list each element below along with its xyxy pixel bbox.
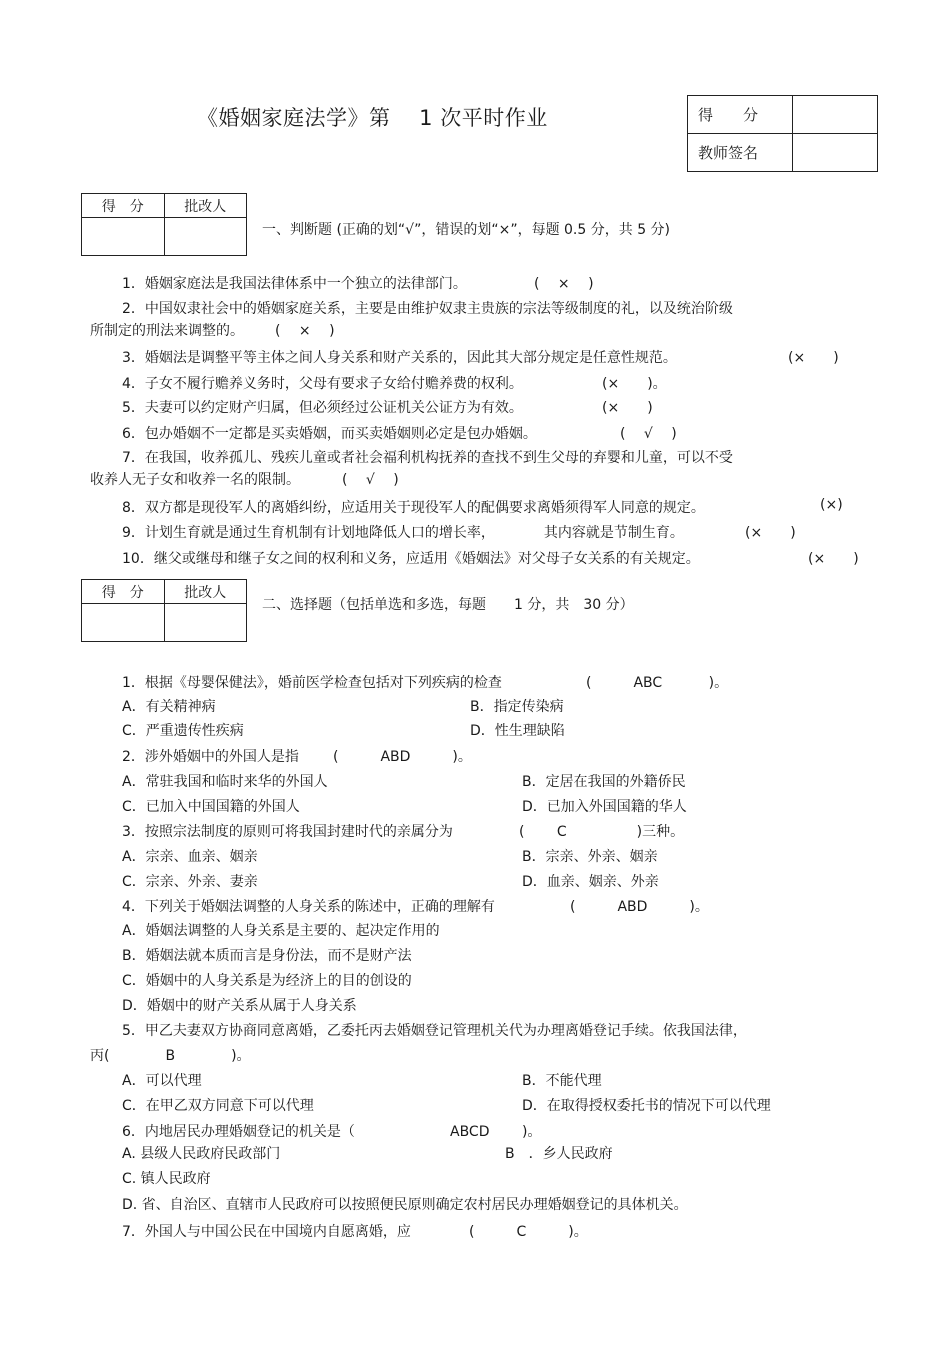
question-option: D．性生理缺陷 xyxy=(470,723,565,739)
question-stem: 3．按照宗法制度的原则可将我国封建时代的亲属分为 xyxy=(122,824,453,840)
grader-name-label: 批改人 xyxy=(164,194,246,218)
question-option: B．婚姻法就本质而言是身份法，而不是财产法 xyxy=(122,948,412,964)
question-option: A．常驻我国和临时来华的外国人 xyxy=(122,774,328,790)
question-option: D．血亲、姻亲、外亲 xyxy=(522,874,659,890)
section1-grader-box xyxy=(81,193,247,256)
judgment-answer: (× ) xyxy=(808,551,859,567)
question-option: C．严重遗传性疾病 xyxy=(122,723,244,739)
judgment-answer: ( × ) xyxy=(534,276,594,292)
judgment-answer: ( √ ) xyxy=(620,426,677,442)
grader-score-label: 得 分 xyxy=(82,580,165,604)
question-stem: 1．根据《母婴保健法》，婚前医学检查包括对下列疾病的检查 xyxy=(122,675,502,691)
question-option: D. 省、自治区、直辖市人民政府可以按照便民原则确定农村居民办理婚姻登记的具体机关。 xyxy=(122,1197,688,1213)
question-option: C．在甲乙双方同意下可以代理 xyxy=(122,1098,314,1114)
question-option: A. 县级人民政府民政部门 xyxy=(122,1146,281,1162)
score-value-field[interactable] xyxy=(793,96,878,134)
question-answer: ( ABD )。 xyxy=(333,749,472,765)
question-option: A．宗亲、血亲、姻亲 xyxy=(122,849,258,865)
judgment-item: 2．中国奴隶社会中的婚姻家庭关系，主要是由维护奴隶主贵族的宗法等级制度的礼，以及统治阶级 xyxy=(122,301,733,317)
question-option: C．已加入中国国籍的外国人 xyxy=(122,799,300,815)
question-answer: ABCD )。 xyxy=(450,1124,542,1140)
question-option: A．婚姻法调整的人身关系是主要的、起决定作用的 xyxy=(122,923,440,939)
question-answer: ( C )。 xyxy=(469,1224,588,1240)
judgment-item: 1．婚姻家庭法是我国法律体系中一个独立的法律部门。 xyxy=(122,276,467,292)
judgment-answer: (× ) xyxy=(745,525,796,541)
grader-name-label: 批改人 xyxy=(164,580,246,604)
question-option: B．指定传染病 xyxy=(470,699,564,715)
question-answer: ( ABD )。 xyxy=(570,899,709,915)
question-option: D．已加入外国国籍的华人 xyxy=(522,799,687,815)
judgment-item: 10．继父或继母和继子女之间的权利和义务，应适用《婚姻法》对父母子女关系的有关规定。 xyxy=(122,551,700,567)
score-box xyxy=(687,95,878,172)
question-stem: 6．内地居民办理婚姻登记的机关是（ xyxy=(122,1124,355,1140)
grader-score-label: 得 分 xyxy=(82,194,165,218)
judgment-item: 6．包办婚姻不一定都是买卖婚姻，而买卖婚姻则必定是包办婚姻。 xyxy=(122,426,537,442)
grader-score-field[interactable] xyxy=(82,604,165,642)
question-stem-cont: 丙( B )。 xyxy=(90,1048,251,1064)
grader-score-field[interactable] xyxy=(82,218,165,256)
section2-grader-box xyxy=(81,579,247,642)
question-answer: ( ABC )。 xyxy=(586,675,729,691)
question-option: B．定居在我国的外籍侨民 xyxy=(522,774,686,790)
judgment-item: 8．双方都是现役军人的离婚纠纷，应适用关于现役军人的配偶要求离婚须得军人同意的规定。 xyxy=(122,500,705,516)
question-stem: 7．外国人与中国公民在中国境内自愿离婚，应 xyxy=(122,1224,411,1240)
question-option: D．在取得授权委托书的情况下可以代理 xyxy=(522,1098,771,1114)
judgment-answer: (×) xyxy=(820,497,843,513)
judgment-answer: ( × ) xyxy=(275,323,335,339)
judgment-item: 9．计划生育就是通过生育机制有计划地降低人口的增长率， 其内容就是节制生育。 xyxy=(122,525,684,541)
judgment-item: 7．在我国，收养孤儿、残疾儿童或者社会福利机构抚养的查找不到生父母的弃婴和儿童，可以不受 xyxy=(122,450,733,466)
score-label: 得 分 xyxy=(688,96,793,134)
question-option: A．可以代理 xyxy=(122,1073,202,1089)
question-option: C．宗亲、外亲、妻亲 xyxy=(122,874,258,890)
grader-name-field[interactable] xyxy=(164,604,246,642)
teacher-sign-label: 教师签名 xyxy=(688,134,793,172)
question-option: C. 镇人民政府 xyxy=(122,1171,211,1187)
question-option: B．宗亲、外亲、姻亲 xyxy=(522,849,658,865)
judgment-answer: ( √ ) xyxy=(342,472,399,488)
judgment-answer: (× ) xyxy=(788,350,839,366)
question-option: B ．乡人民政府 xyxy=(505,1146,613,1162)
question-stem: 4．下列关于婚姻法调整的人身关系的陈述中，正确的理解有 xyxy=(122,899,495,915)
question-option: C．婚姻中的人身关系是为经济上的目的创设的 xyxy=(122,973,412,989)
judgment-answer: (× ) xyxy=(602,400,653,416)
section1-heading: 一、判断题 (正确的划“√”，错误的划“×”，每题 0.5 分，共 5 分) xyxy=(262,222,671,238)
grader-name-field[interactable] xyxy=(164,218,246,256)
document-title: 《婚姻家庭法学》第 1 次平时作业 xyxy=(197,106,548,130)
judgment-item-cont: 所制定的刑法来调整的。 xyxy=(90,323,244,339)
judgment-item: 4．子女不履行赡养义务时，父母有要求子女给付赡养费的权利。 xyxy=(122,376,523,392)
question-stem: 5．甲乙夫妻双方协商同意离婚，乙委托丙去婚姻登记管理机关代为办理离婚登记手续。依我国法律， xyxy=(122,1023,747,1039)
judgment-item-cont: 收养人无子女和收养一名的限制。 xyxy=(90,472,300,488)
question-stem: 2．涉外婚姻中的外国人是指 xyxy=(122,749,299,765)
question-answer: ( C )三种。 xyxy=(519,824,685,840)
question-option: B．不能代理 xyxy=(522,1073,602,1089)
question-option: D．婚姻中的财产关系从属于人身关系 xyxy=(122,998,357,1014)
teacher-sign-field[interactable] xyxy=(793,134,878,172)
judgment-answer: (× )。 xyxy=(602,376,667,392)
question-option: A．有关精神病 xyxy=(122,699,216,715)
judgment-item: 3．婚姻法是调整平等主体之间人身关系和财产关系的，因此其大部分规定是任意性规范。 xyxy=(122,350,677,366)
section2-heading: 二、选择题（包括单选和多选，每题 1 分，共 30 分） xyxy=(262,597,634,613)
judgment-item: 5．夫妻可以约定财产归属，但必须经过公证机关公证方为有效。 xyxy=(122,400,523,416)
